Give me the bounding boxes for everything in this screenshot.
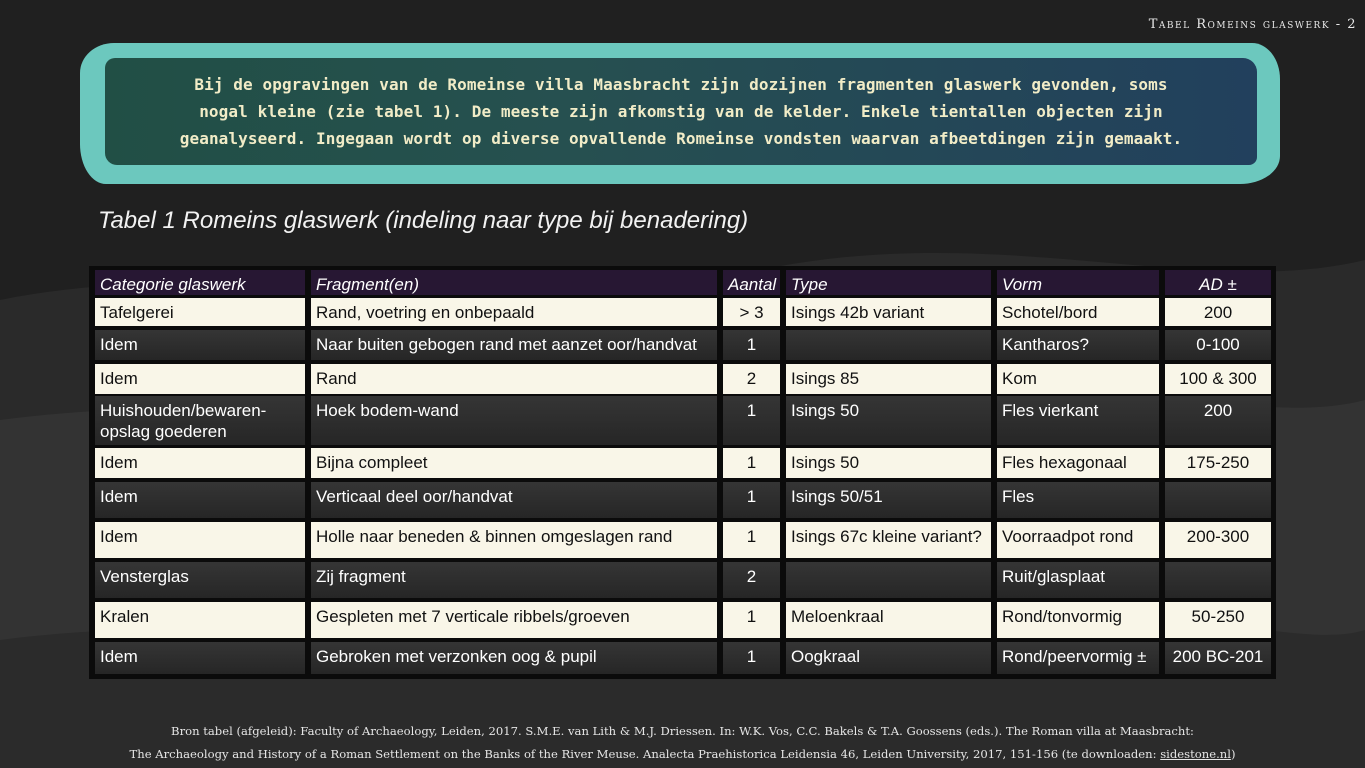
table-cell-category: Tafelgerei bbox=[95, 298, 305, 326]
table-cell-shape: Rond/peervormig ± bbox=[997, 642, 1159, 674]
table-header-category: Categorie glaswerk bbox=[95, 270, 305, 295]
table-cell-category: Idem bbox=[95, 522, 305, 558]
table-cell-fragment: Hoek bodem-wand bbox=[311, 396, 717, 445]
table-cell-fragment: Zij fragment bbox=[311, 562, 717, 598]
table-cell-type: Isings 42b variant bbox=[786, 298, 991, 326]
table-header-shape: Vorm bbox=[997, 270, 1159, 295]
table-cell-category: Idem bbox=[95, 482, 305, 518]
table-cell-shape: Fles bbox=[997, 482, 1159, 518]
table-cell-category: Idem bbox=[95, 448, 305, 478]
table-cell-count: 1 bbox=[723, 642, 780, 674]
table-cell-count: 1 bbox=[723, 448, 780, 478]
source-link[interactable]: sidestone.nl bbox=[1160, 747, 1231, 761]
source-line-2-prefix: The Archaeology and History of a Roman Settlement on the Banks of the River Meuse. Analecta Praehistorica Leidensia 46, Leiden University, 2017, 151-156 (te downloaden: bbox=[129, 747, 1161, 761]
table-cell-fragment: Naar buiten gebogen rand met aanzet oor/handvat bbox=[311, 330, 717, 360]
table-header-type: Type bbox=[786, 270, 991, 295]
table-cell-type: Isings 50 bbox=[786, 448, 991, 478]
table-header-fragment: Fragment(en) bbox=[311, 270, 717, 295]
table-cell-count: 1 bbox=[723, 522, 780, 558]
intro-line: Bij de opgravingen van de Romeinse villa Maasbracht zijn dozijnen fragmenten glaswerk gevonden, soms bbox=[194, 75, 1168, 94]
table-cell-count: 1 bbox=[723, 482, 780, 518]
table-cell-count: > 3 bbox=[723, 298, 780, 326]
table-cell-fragment: Holle naar beneden & binnen omgeslagen rand bbox=[311, 522, 717, 558]
table-cell-shape: Fles hexagonaal bbox=[997, 448, 1159, 478]
table-cell-date: 100 & 300 bbox=[1165, 364, 1271, 394]
table-cell-date bbox=[1165, 562, 1271, 598]
table-cell-date bbox=[1165, 482, 1271, 518]
table-cell-count: 1 bbox=[723, 396, 780, 445]
table-cell-count: 1 bbox=[723, 602, 780, 638]
intro-line: nogal kleine (zie tabel 1). De meeste zijn afkomstig van de kelder. Enkele tientallen objecten zijn bbox=[199, 102, 1163, 121]
table-cell-category: Kralen bbox=[95, 602, 305, 638]
table-cell-category: Huishouden/bewaren-opslag goederen bbox=[95, 396, 305, 445]
source-line-2 bbox=[0, 743, 1365, 766]
table-cell-category: Idem bbox=[95, 330, 305, 360]
table-cell-shape: Kantharos? bbox=[997, 330, 1159, 360]
table-cell-category: Idem bbox=[95, 364, 305, 394]
intro-text bbox=[180, 71, 1182, 152]
table-cell-type: Oogkraal bbox=[786, 642, 991, 674]
table-cell-type: Isings 85 bbox=[786, 364, 991, 394]
source-citation bbox=[0, 720, 1365, 766]
source-line-2-suffix: ) bbox=[1230, 747, 1236, 761]
table-cell-shape: Schotel/bord bbox=[997, 298, 1159, 326]
intro-line: geanalyseerd. Ingegaan wordt op diverse opvallende Romeinse vondsten waarvan afbeetdingen zijn gemaakt. bbox=[179, 129, 1183, 148]
table-cell-count: 1 bbox=[723, 330, 780, 360]
source-line-1: Bron tabel (afgeleid): Faculty of Archaeology, Leiden, 2017. S.M.E. van Lith & M.J. Driessen. In: W.K. Vos, C.C. Bakels & T.A. Goossens (eds.). The Roman villa at Maasbracht: bbox=[171, 724, 1194, 738]
table-cell-count: 2 bbox=[723, 562, 780, 598]
table-cell-type: Isings 50 bbox=[786, 396, 991, 445]
table-header-date: AD ± bbox=[1165, 270, 1271, 295]
table-cell-category: Idem bbox=[95, 642, 305, 674]
table-cell-date: 0-100 bbox=[1165, 330, 1271, 360]
slide-header-title: Tabel Romeins glaswerk - 2 bbox=[1148, 17, 1357, 32]
table-cell-type bbox=[786, 562, 991, 598]
table-cell-shape: Kom bbox=[997, 364, 1159, 394]
table-cell-date: 175-250 bbox=[1165, 448, 1271, 478]
table-cell-shape: Voorraadpot rond bbox=[997, 522, 1159, 558]
table-cell-date: 200-300 bbox=[1165, 522, 1271, 558]
glass-table bbox=[89, 266, 1276, 679]
table-title: Tabel 1 Romeins glaswerk (indeling naar type bij benadering) bbox=[98, 207, 749, 234]
table-cell-fragment: Gespleten met 7 verticale ribbels/groeven bbox=[311, 602, 717, 638]
table-cell-fragment: Gebroken met verzonken oog & pupil bbox=[311, 642, 717, 674]
table-cell-date: 200 bbox=[1165, 396, 1271, 445]
table-cell-count: 2 bbox=[723, 364, 780, 394]
table-cell-shape: Ruit/glasplaat bbox=[997, 562, 1159, 598]
intro-box bbox=[105, 58, 1257, 165]
table-cell-date: 50-250 bbox=[1165, 602, 1271, 638]
table-cell-shape: Rond/tonvormig bbox=[997, 602, 1159, 638]
table-header-count: Aantal bbox=[723, 270, 780, 295]
table-cell-fragment: Verticaal deel oor/handvat bbox=[311, 482, 717, 518]
table-cell-type: Meloenkraal bbox=[786, 602, 991, 638]
table-cell-shape: Fles vierkant bbox=[997, 396, 1159, 445]
table-cell-category: Vensterglas bbox=[95, 562, 305, 598]
table-cell-type: Isings 67c kleine variant? bbox=[786, 522, 991, 558]
table-cell-fragment: Rand, voetring en onbepaald bbox=[311, 298, 717, 326]
table-cell-type: Isings 50/51 bbox=[786, 482, 991, 518]
table-cell-date: 200 bbox=[1165, 298, 1271, 326]
table-cell-type bbox=[786, 330, 991, 360]
table-cell-fragment: Rand bbox=[311, 364, 717, 394]
table-cell-fragment: Bijna compleet bbox=[311, 448, 717, 478]
table-cell-date: 200 BC-201 bbox=[1165, 642, 1271, 674]
